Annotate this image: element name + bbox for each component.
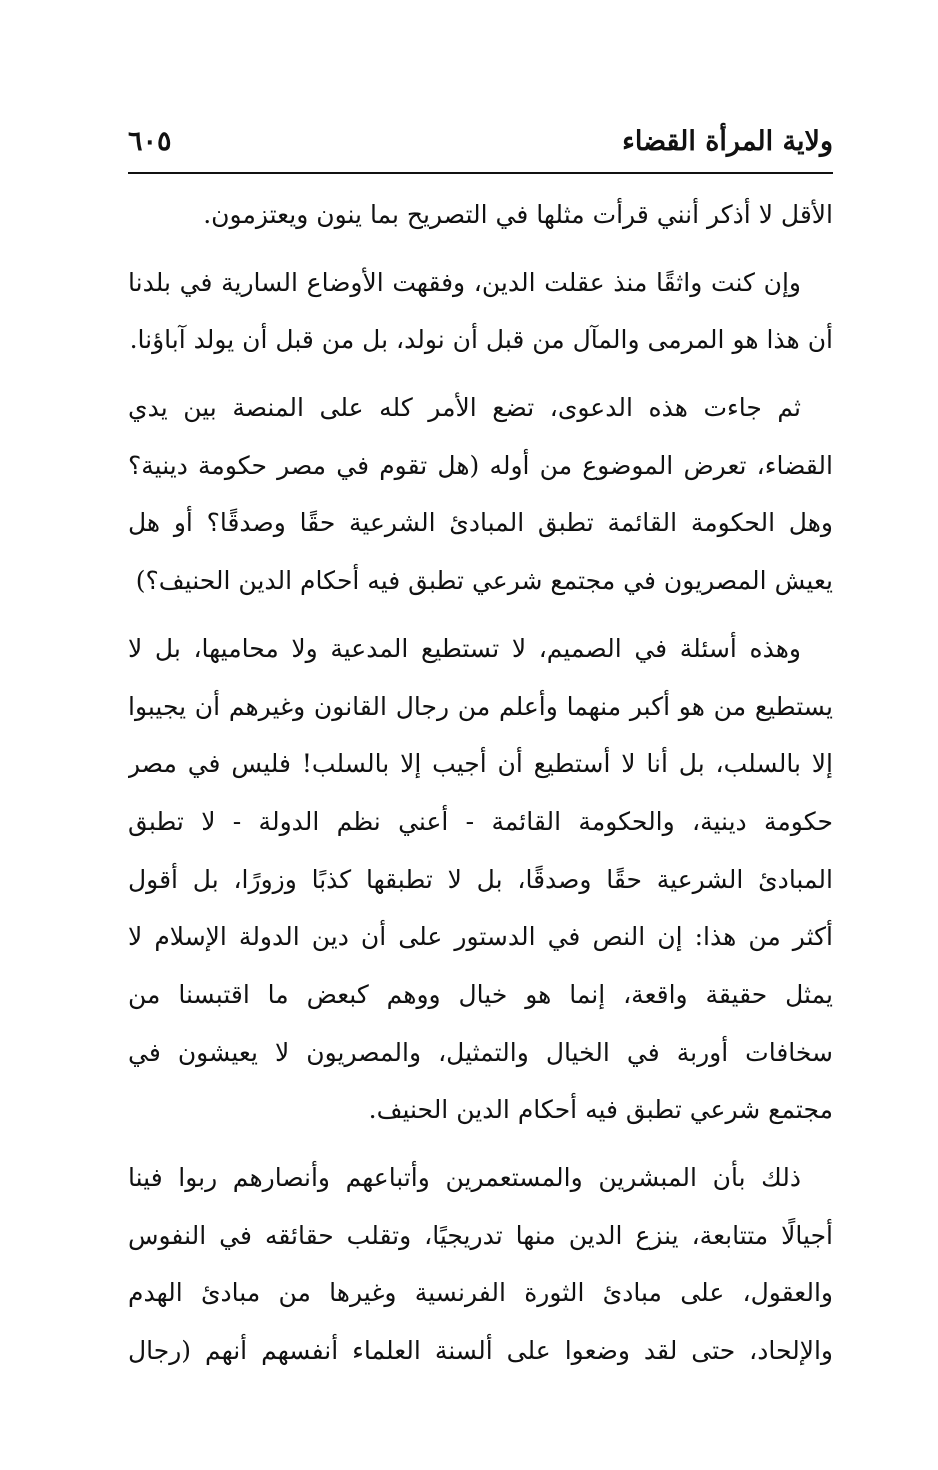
- text-line: سخافات أوربة في الخيال والتمثيل، والمصريون لا يعيشون في: [128, 1037, 833, 1067]
- page-number: ٦٠٥: [128, 126, 172, 157]
- text-line: مجتمع شرعي تطبق فيه أحكام الدين الحنيف.: [368, 1095, 833, 1125]
- body-text: [128, 186, 833, 1380]
- text-line: يعيش المصريون في مجتمع شرعي تطبق فيه أحكام الدين الحنيف؟): [135, 566, 833, 596]
- header-divider: [128, 172, 833, 174]
- running-header: [128, 116, 833, 172]
- text-line: حكومة دينية، والحكومة القائمة - أعني نظم الدولة - لا تطبق: [128, 806, 833, 836]
- text-line: ثم جاءت هذه الدعوى، تضع الأمر كله على المنصة بين يدي: [128, 393, 801, 423]
- text-line: والإلحاد، حتى لقد وضعوا على ألسنة العلماء أنفسهم أنهم (رجال: [128, 1336, 833, 1366]
- chapter-title: ولاية المرأة القضاء: [622, 126, 833, 157]
- paragraph-5: [128, 1149, 833, 1380]
- text-line: وهذه أسئلة في الصميم، لا تستطيع المدعية ولا محاميها، بل لا: [128, 633, 801, 663]
- text-line: إلا بالسلب، بل أنا لا أستطيع أن أجيب إلا بالسلب! فليس في مصر: [128, 749, 833, 779]
- text-line: القضاء، تعرض الموضوع من أوله (هل تقوم في مصر حكومة دينية؟: [128, 450, 833, 480]
- text-line: الأقل لا أذكر أنني قرأت مثلها في التصريح بما ينون ويعتزمون.: [203, 200, 833, 229]
- text-line: أكثر من هذا: إن النص في الدستور على أن دين الدولة الإسلام لا: [128, 922, 833, 952]
- text-line: أن هذا هو المرمى والمآل من قبل أن نولد، بل من قبل أن يولد آباؤنا.: [129, 325, 833, 355]
- text-line: أجيالًا متتابعة، ينزع الدين منها تدريجيًا، وتقلب حقائقه في النفوس: [128, 1220, 833, 1250]
- text-line: المبادئ الشرعية حقًا وصدقًا، بل لا تطبقها كذبًا وزورًا، بل أقول: [128, 864, 833, 894]
- text-line: يمثل حقيقة واقعة، إنما هو خيال ووهم كبعض ما اقتبسنا من: [128, 979, 833, 1009]
- text-line: والعقول، على مبادئ الثورة الفرنسية وغيرها من مبادئ الهدم: [128, 1278, 833, 1308]
- paragraph-1: [128, 186, 833, 244]
- paragraph-2: [128, 254, 833, 369]
- paragraph-4: [128, 620, 833, 1139]
- text-line: وإن كنت واثقًا منذ عقلت الدين، وفقهت الأوضاع السارية في بلدنا: [128, 267, 801, 297]
- text-line: يستطيع من هو أكبر منهما وأعلم من رجال القانون وغيرهم أن يجيبوا: [128, 691, 833, 721]
- paragraph-3: [128, 379, 833, 610]
- text-line: ذلك بأن المبشرين والمستعمرين وأتباعهم وأنصارهم ربوا فينا: [128, 1163, 801, 1192]
- text-line: وهل الحكومة القائمة تطبق المبادئ الشرعية حقًا وصدقًا؟ أو هل: [128, 508, 833, 538]
